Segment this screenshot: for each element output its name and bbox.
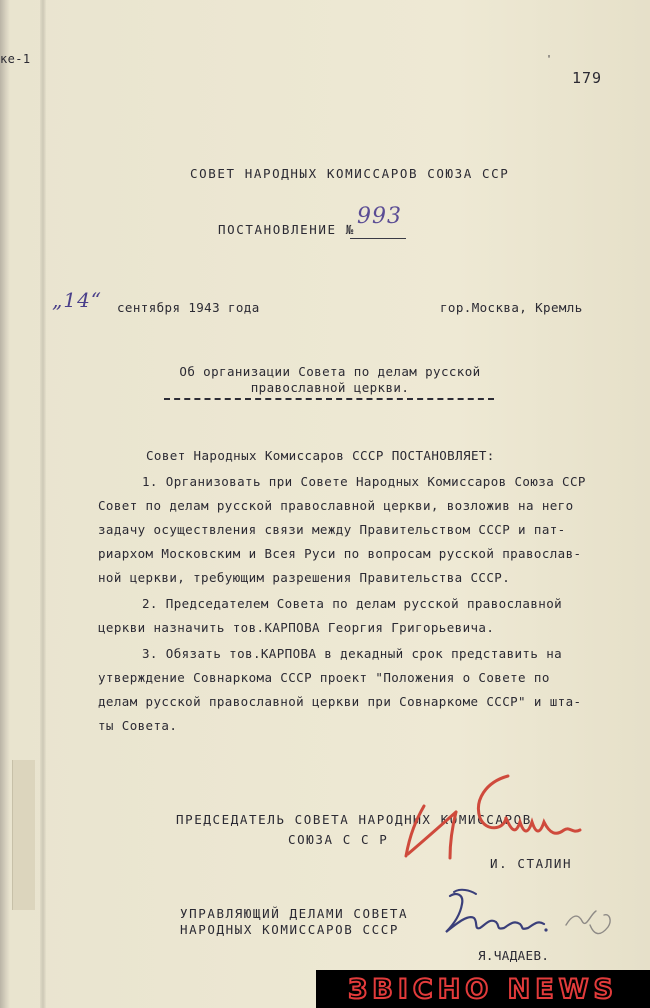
body-line: риархом Московским и Всея Руси по вопросам русской православ- [98,546,582,561]
underlying-page-strip [12,760,35,910]
watermark-text: ЗВІСНО NEWS [348,973,618,1005]
manager-title-line-1: УПРАВЛЯЮЩИЙ ДЕЛАМИ СОВЕТА [180,906,409,921]
decree-number-handwritten: 993 [357,204,402,229]
stalin-signature [386,772,586,872]
decree-label: ПОСТАНОВЛЕНИЕ № [218,222,355,237]
body-line: Совет по делам русской православной церкви, возложив на него [98,498,574,513]
page-binding-edge [40,0,46,1008]
body-line: 3. Обязать тов.КАРПОВА в декадный срок представить на [142,646,563,661]
archive-tick-mark: ' [546,54,553,65]
chairman-title-line-1: ПРЕДСЕДАТЕЛЬ СОВЕТА НАРОДНЫХ КОМИССАРОВ [176,812,532,827]
body-line: задачу осуществления связи между Правительством СССР и пат- [98,522,566,537]
archive-page-number: 179 [572,69,603,87]
news-watermark [316,970,650,1008]
body-line: церкви назначить тов.КАРПОВА Георгия Григорьевича. [98,620,495,635]
body-line: ной церкви, требующим разрешения Правительства СССР. [98,570,511,585]
chadaev-signature [440,884,550,940]
chairman-name: И. СТАЛИН [490,856,573,871]
body-line: 1. Организовать при Совете Народных Комиссаров Союза ССР [142,474,586,489]
date-place: гор.Москва, Кремль [440,300,583,315]
council-title: СОВЕТ НАРОДНЫХ КОМИССАРОВ СОЮЗА ССР [190,166,510,181]
body-line: делам русской православной церкви при Совнаркоме СССР" и шта- [98,694,582,709]
archive-corner-code: ке-1 [0,52,31,66]
chairman-title-line-2: СОЮЗА С С Р [288,832,389,847]
date-month-year: сентября 1943 года [117,300,260,315]
pencil-note-mark [560,895,620,945]
subject-line-2: православной церкви. [250,380,410,395]
subject-underline [164,398,494,400]
subject-line-1: Об организации Совета по делам русской [179,364,481,379]
body-line: ты Совета. [98,718,178,733]
date-day-handwritten: „14“ [52,288,103,312]
manager-title-line-2: НАРОДНЫХ КОМИССАРОВ СССР [180,922,400,937]
body-line: 2. Председателем Совета по делам русской православной [142,596,563,611]
body-line: утверждение Совнаркома СССР проект "Положения о Совете по [98,670,550,685]
body-line: Совет Народных Комиссаров СССР ПОСТАНОВЛЯЕТ: [146,448,495,463]
manager-name: Я.ЧАДАЕВ. [478,948,550,963]
decree-number-underline [350,238,406,239]
